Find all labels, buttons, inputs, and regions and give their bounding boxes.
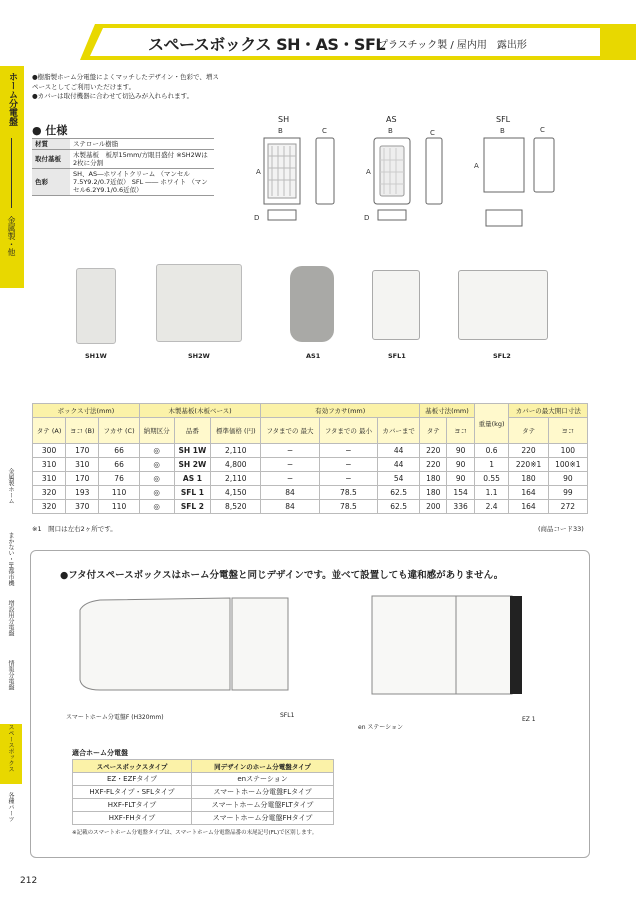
table-cell: SFL 1 — [174, 486, 211, 500]
compat-body — [73, 773, 334, 825]
product-caption: SH2W — [188, 352, 210, 360]
table-cell: 164 — [509, 500, 548, 514]
compat-cell: enステーション — [192, 773, 334, 786]
table-cell: 1.1 — [474, 486, 509, 500]
side-category-main: ホーム分電盤 — [7, 72, 17, 126]
table-cell: 90 — [447, 472, 474, 486]
table-cell: AS 1 — [174, 472, 211, 486]
col-header: カバーまで — [378, 418, 420, 444]
compat-cell: HXF-FLTタイプ — [73, 799, 192, 812]
table-cell: − — [261, 458, 319, 472]
col-group-header: 有効フカサ(mm) — [261, 404, 420, 418]
table-cell: 300 — [33, 444, 66, 458]
compat-row — [73, 786, 334, 799]
compat-header: 同デザインのホーム分電盤タイプ — [192, 760, 334, 773]
compat-row — [73, 773, 334, 786]
table-cell: 66 — [99, 444, 139, 458]
table-cell: 220 — [420, 444, 447, 458]
dim-a-sh: A — [256, 168, 261, 176]
table-cell: 180 — [420, 486, 447, 500]
table-cell: 99 — [548, 486, 587, 500]
table-cell: 76 — [99, 472, 139, 486]
table-cell: 90 — [548, 472, 587, 486]
table-cell: 320 — [33, 500, 66, 514]
table-cell: 54 — [378, 472, 420, 486]
spec-table — [32, 138, 214, 196]
product-photo-sh1w — [76, 268, 116, 344]
table-cell: 84 — [261, 486, 319, 500]
side-category-tab[interactable] — [0, 66, 24, 288]
spec-value: ステロール樹脂 — [70, 139, 214, 150]
table-cell: 1 — [474, 458, 509, 472]
col-group-header: 基板寸法(mm) — [420, 404, 475, 418]
diagram-label-sfl: SFL — [496, 115, 511, 124]
sidenav-label: スペースボックス — [7, 724, 14, 772]
table-cell: 100※1 — [548, 458, 587, 472]
table-cell: 180 — [509, 472, 548, 486]
compat-cell: スマートホーム分電盤FLTタイプ — [192, 799, 334, 812]
compat-row — [73, 799, 334, 812]
table-cell: SFL 2 — [174, 500, 211, 514]
sidenav-item-spacebox[interactable] — [0, 724, 22, 784]
table-cell: 8,520 — [211, 500, 261, 514]
comparison-illustration — [60, 590, 580, 720]
product-photo-sh2w — [156, 264, 242, 342]
table-cell: 66 — [99, 458, 139, 472]
side-divider — [11, 138, 12, 208]
bullet-item: ●カバーは取付機器に合わせて切込みが入れられます。 — [32, 92, 194, 100]
label-smart-board-f: スマートホーム分電盤F (H320mm) — [66, 714, 164, 721]
table-cell: 44 — [378, 444, 420, 458]
sidenav-label: 情報分電盤 — [7, 660, 14, 690]
sidenav-label: 増設用分電盤 — [7, 600, 14, 636]
sidenav-label: 各種パーツ — [7, 792, 14, 822]
col-header: 品番 — [174, 418, 211, 444]
table-cell: ◎ — [139, 458, 174, 472]
table-cell: 154 — [447, 486, 474, 500]
sidenav-item-parts[interactable] — [0, 792, 20, 848]
table-cell: 220※1 — [509, 458, 548, 472]
table-cell: − — [261, 444, 319, 458]
col-header: ヨコ — [447, 418, 474, 444]
spec-header: 取付基板 — [32, 150, 70, 169]
compat-table — [72, 759, 334, 825]
compat-cell: HXF-FHタイプ — [73, 812, 192, 825]
compat-note: ※記載のスマートホーム分電盤タイプは、スマートホーム分電盤品番の末尾記号(FL)で区別します。 — [72, 830, 318, 836]
dim-a-as: A — [366, 168, 371, 176]
dim-c-sfl: C — [540, 126, 545, 134]
compat-title: 適合ホーム分電盤 — [72, 749, 128, 757]
compat-cell: スマートホーム分電盤FLタイプ — [192, 786, 334, 799]
table-cell: 320 — [33, 486, 66, 500]
compat-cell: スマートホーム分電盤FHタイプ — [192, 812, 334, 825]
dim-d-sh: D — [254, 214, 260, 222]
compat-cell: HXF-FLタイプ・SFLタイプ — [73, 786, 192, 799]
col-group-header: 木製基板(木板ベース) — [139, 404, 260, 418]
table-cell: 164 — [509, 486, 548, 500]
spec-price-table — [32, 403, 588, 514]
table-cell: 310 — [33, 458, 66, 472]
spec-header: 材質 — [32, 139, 70, 150]
table-cell: ◎ — [139, 472, 174, 486]
dim-d-as: D — [364, 214, 370, 222]
table-cell: 220 — [509, 444, 548, 458]
page-subtitle: プラスチック製 / 屋内用 露出形 — [378, 40, 527, 51]
product-caption: SFL1 — [388, 352, 406, 360]
table-cell: 220 — [420, 458, 447, 472]
dim-b-as: B — [388, 127, 393, 135]
spec-value: 木製基板 板厚15mm/方眼目盛付 ※SH2Wは2枚に分割 — [70, 150, 214, 169]
spec-header: 色彩 — [32, 169, 70, 196]
dimension-diagrams — [250, 124, 600, 236]
table-row — [33, 500, 588, 514]
table-cell: 170 — [66, 444, 99, 458]
feature-bullets — [32, 73, 222, 102]
col-header: 重量(kg) — [474, 404, 509, 444]
col-header: フカサ (C) — [99, 418, 139, 444]
col-header: タテ — [420, 418, 447, 444]
table-cell: − — [319, 458, 377, 472]
spec-row — [32, 169, 214, 196]
diagram-label-as: AS — [386, 115, 397, 124]
col-header: ヨコ (B) — [66, 418, 99, 444]
sidenav-label: まかない・IH都市機 — [7, 532, 14, 587]
table-cell: 62.5 — [378, 486, 420, 500]
table-cell: 110 — [99, 486, 139, 500]
table-cell: 4,800 — [211, 458, 261, 472]
panel-title: ●フタ付スペースボックスはホーム分電盤と同じデザインです。並べて設置しても違和感がありません。 — [60, 570, 504, 581]
col-group-header: ボックス寸法(mm) — [33, 404, 140, 418]
col-header: フタまでの 最小 — [319, 418, 377, 444]
table-cell: 336 — [447, 500, 474, 514]
spec-row — [32, 139, 214, 150]
table-cell: 78.5 — [319, 486, 377, 500]
col-header: 納期区分 — [139, 418, 174, 444]
table-cell: 370 — [66, 500, 99, 514]
table-cell: 84 — [261, 500, 319, 514]
table-cell: 193 — [66, 486, 99, 500]
table-row — [33, 444, 588, 458]
col-header: タテ (A) — [33, 418, 66, 444]
dim-b-sh: B — [278, 127, 283, 135]
table-row — [33, 458, 588, 472]
label-en-station: en ステーション — [358, 724, 404, 731]
product-caption: SH1W — [85, 352, 107, 360]
table-cell: 180 — [420, 472, 447, 486]
table-cell: 310 — [66, 458, 99, 472]
table-cell: − — [319, 472, 377, 486]
table-cell: 44 — [378, 458, 420, 472]
dim-a-sfl: A — [474, 162, 479, 170]
col-header: 標準価格 (円) — [211, 418, 261, 444]
table-cell: SH 2W — [174, 458, 211, 472]
table-cell: ◎ — [139, 486, 174, 500]
spec-value: SH、AS―ホワイトクリーム （マンセル7.5Y9.2/0.7近似） SFL ―― ホワイト （マンセル6.2Y9.1/0.6近似） — [70, 169, 214, 196]
dim-c-as: C — [430, 129, 435, 137]
sidenav-item-ih[interactable] — [0, 532, 20, 594]
table-cell: 272 — [548, 500, 587, 514]
product-caption: SFL2 — [493, 352, 511, 360]
sidenav-item-extension[interactable] — [0, 600, 20, 652]
table-cell: ◎ — [139, 444, 174, 458]
table-cell: 90 — [447, 444, 474, 458]
spec-row — [32, 150, 214, 169]
table-cell: 0.55 — [474, 472, 509, 486]
compat-cell: EZ・EZFタイプ — [73, 773, 192, 786]
table-cell: 170 — [66, 472, 99, 486]
table-cell: 62.5 — [378, 500, 420, 514]
table-cell: − — [319, 444, 377, 458]
table-cell: 0.6 — [474, 444, 509, 458]
table-cell: 2,110 — [211, 444, 261, 458]
label-sfl1: SFL1 — [280, 712, 295, 719]
sidenav-label: 金属製ホーム — [7, 468, 14, 504]
page-title: スペースボックス SH・AS・SFL — [148, 35, 386, 54]
page-number: 212 — [20, 876, 38, 886]
compat-row — [73, 812, 334, 825]
bullet-item: ●樹脂製ホーム分電盤によくマッチしたデザイン・色彩で、増スペースとしてご利用いただけます。 — [32, 73, 219, 91]
table-cell: 100 — [548, 444, 587, 458]
table-row — [33, 486, 588, 500]
dim-b-sfl: B — [500, 127, 505, 135]
product-photo-as1 — [290, 266, 334, 342]
table-row — [33, 472, 588, 486]
col-header: タテ — [509, 418, 548, 444]
compat-header: スペースボックスタイプ — [73, 760, 192, 773]
label-ez1: EZ 1 — [522, 716, 536, 723]
spec-title: ● 仕様 — [32, 124, 68, 137]
table-cell: 310 — [33, 472, 66, 486]
product-caption: AS1 — [306, 352, 321, 360]
product-photo-sfl2 — [458, 270, 548, 340]
table-cell: SH 1W — [174, 444, 211, 458]
table-cell: 4,150 — [211, 486, 261, 500]
side-category-sub: 金属製・他 — [7, 216, 16, 256]
table-body — [33, 444, 588, 514]
product-photo-sfl1 — [372, 270, 420, 340]
table-cell: 110 — [99, 500, 139, 514]
table-cell: 2,110 — [211, 472, 261, 486]
diagram-label-sh: SH — [278, 115, 290, 124]
sidenav-item-metal[interactable] — [0, 468, 20, 528]
table-cell: 2.4 — [474, 500, 509, 514]
table-cell: 90 — [447, 458, 474, 472]
table-footnote: ※1 開口は左右2ヶ所です。 — [32, 525, 117, 533]
sidenav-item-info[interactable] — [0, 660, 20, 712]
col-header: フタまでの 最大 — [261, 418, 319, 444]
table-cell: 200 — [420, 500, 447, 514]
product-code-note: (商品コード33) — [538, 525, 584, 533]
table-cell: − — [261, 472, 319, 486]
table-cell: ◎ — [139, 500, 174, 514]
dim-c-sh: C — [322, 127, 327, 135]
col-header: ヨコ — [548, 418, 587, 444]
table-cell: 78.5 — [319, 500, 377, 514]
col-group-header: カバーの最大開口寸法 — [509, 404, 588, 418]
